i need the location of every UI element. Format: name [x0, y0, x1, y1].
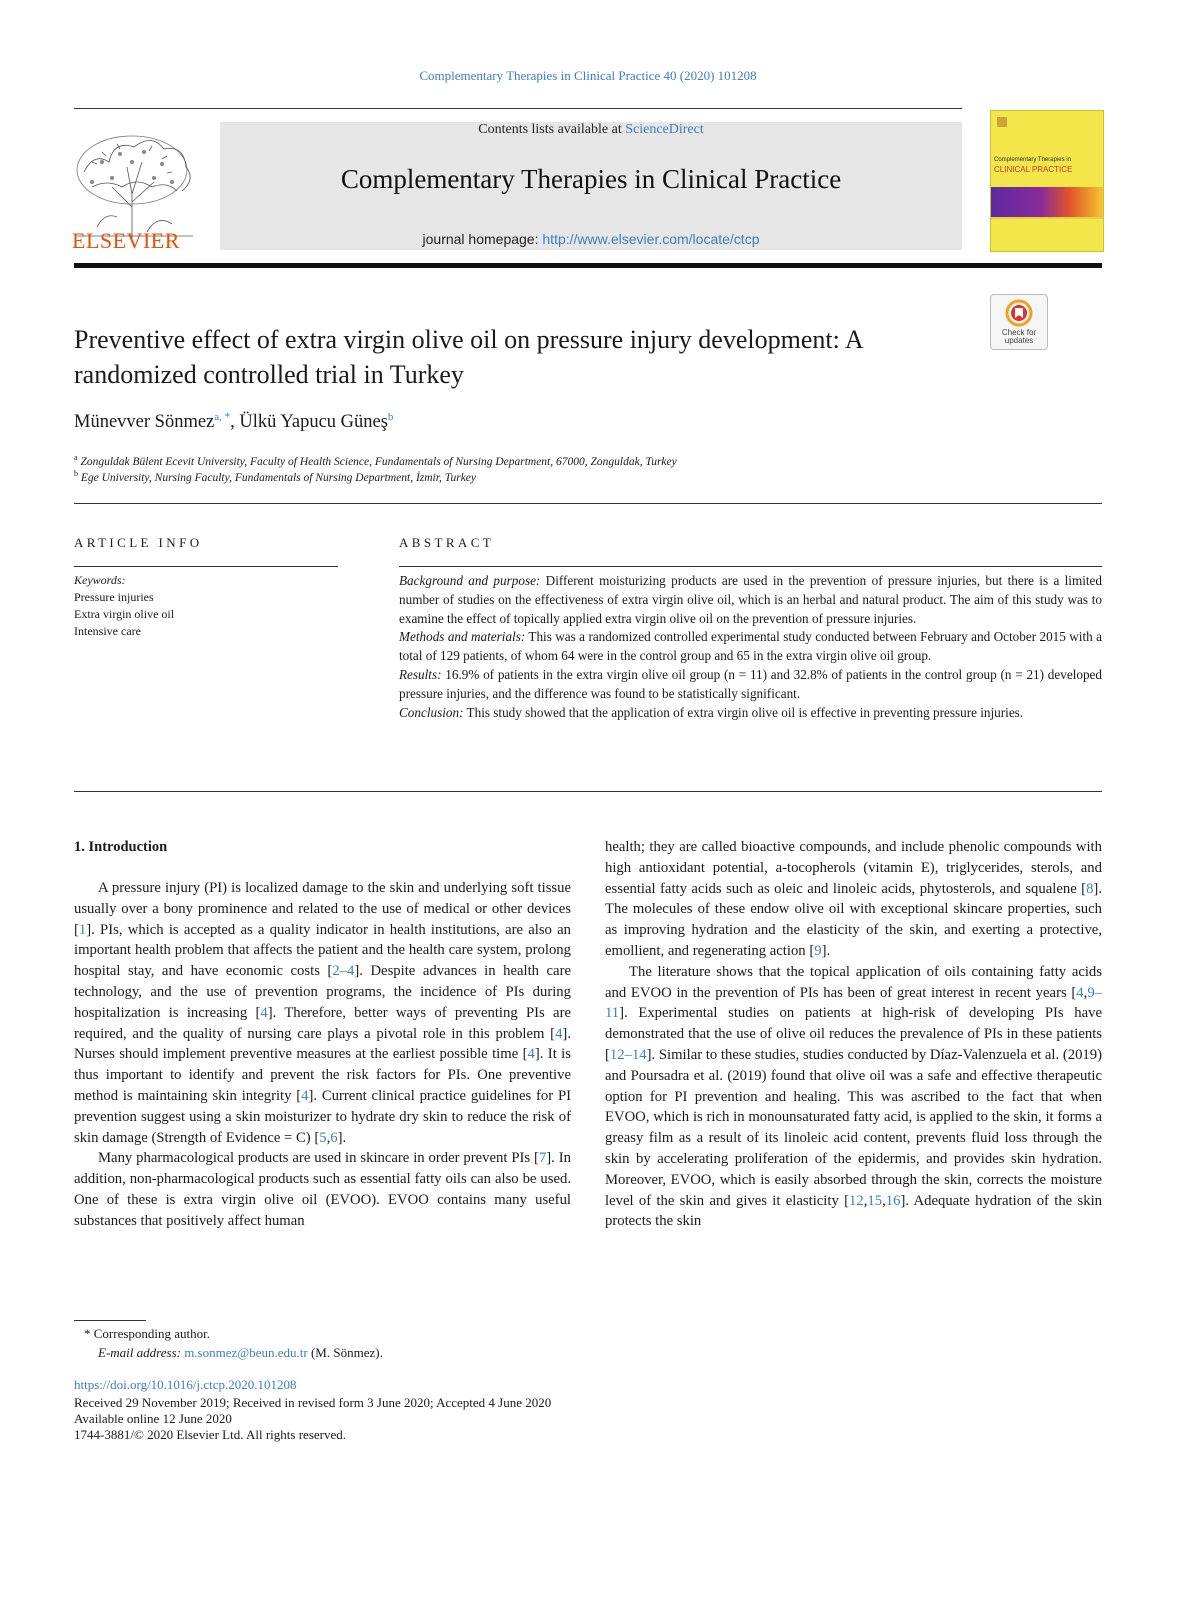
check-updates-icon	[1005, 299, 1033, 327]
abstract-methods	[399, 628, 1102, 666]
article-title	[74, 322, 974, 392]
check-updates-line1: Check for	[1001, 328, 1037, 337]
intro-paragraph-1	[74, 878, 571, 1148]
keywords-block	[74, 572, 338, 640]
check-updates-label	[991, 329, 1047, 345]
text-run: ]. Despite advances in health care technology, and the use of prevention programs, the incidence of PIs during hospitalization is increasing [	[74, 963, 571, 1021]
article-info-rule	[74, 566, 338, 567]
footnote-line-1	[84, 1324, 383, 1343]
keyword-item: Intensive care	[74, 624, 141, 638]
citation-link[interactable]: 8	[1086, 880, 1094, 897]
affiliation-b-text: Ege University, Nursing Faculty, Fundamentals of Nursing Department, İzmir, Turkey	[80, 471, 477, 484]
corresponding-author-footnote	[84, 1324, 383, 1362]
copyright-line: 1744-3881/© 2020 Elsevier Ltd. All rights reserved.	[74, 1427, 346, 1442]
homepage-link[interactable]: http://www.elsevier.com/locate/ctcp	[542, 231, 760, 247]
text-run: ]. PIs, which is accepted as a quality indicator in health institutions, are also an important health problem that affects the patient and the health care system, prolong hospital stay, and have economic costs [	[74, 921, 571, 980]
citation-link[interactable]: 16	[885, 1192, 901, 1209]
abstract-conclusion	[399, 704, 1102, 723]
sciencedirect-link[interactable]: ScienceDirect	[625, 122, 704, 137]
citation-link[interactable]: 5	[319, 1129, 327, 1146]
citation-link[interactable]: 4	[555, 1025, 563, 1042]
abstract-heading: ABSTRACT	[399, 535, 495, 550]
running-head[interactable]: Complementary Therapies in Clinical Practice 40 (2020) 101208	[419, 68, 757, 83]
text-run: ]. Similar to these studies, studies conducted by Díaz-Valenzuela et al. (2019) and Poursadra et al. (2019) found that olive oil was a safe and effective therapeutic option for PI prevention and healing. This was ascribed to the fact that when EVOO, which is rich in monounsaturated fatty acid, is applied to the skin, it forms a greasy film as a result of its linoleic acid content, prevents fluid loss through the skin by accelerating proliferation of the epidermis, and provides skin hydration. Moreover, EVOO, which is easily absorbed through the skin, corrects the moisture level of the skin and gives it elasticity [	[605, 1046, 1102, 1209]
article-title-line2: randomized controlled trial in Turkey	[74, 360, 464, 389]
affiliation-a-label: a	[74, 453, 78, 462]
check-updates-line2: updates	[1004, 336, 1034, 345]
intro-paragraph-2	[74, 1148, 571, 1231]
journal-cover[interactable]	[990, 110, 1104, 252]
citation-link[interactable]: 7	[538, 1150, 547, 1167]
abstract-rule	[399, 566, 1102, 567]
abstract-results	[399, 666, 1102, 704]
received-dates: Received 29 November 2019; Received in revised form 3 June 2020; Accepted 4 June 2020	[74, 1395, 552, 1410]
affiliation-b	[74, 469, 476, 484]
citation-link[interactable]: 6	[330, 1129, 338, 1146]
author-2[interactable]: Ülkü Yapucu Güneş	[239, 412, 388, 433]
text-run: ]. Adequate hydration of the skin protects the skin	[605, 1192, 1102, 1230]
intro-paragraph-3	[605, 962, 1102, 1232]
article-info-heading: ARTICLE INFO	[74, 535, 203, 550]
citation-link[interactable]: 4	[527, 1046, 535, 1063]
footnote-marker: *	[84, 1326, 91, 1341]
author-2-affil[interactable]: b	[387, 411, 394, 423]
text-run: Many pharmacological products are used in skincare in order prevent PIs [	[98, 1150, 539, 1167]
homepage-prefix: journal homepage:	[422, 231, 539, 247]
email-owner: (M. Sönmez).	[307, 1345, 383, 1360]
body-column-left	[74, 878, 571, 1232]
text-run: A pressure injury (PI) is localized damage to the skin and underlying soft tissue usually over a bony prominence and related to the use of medical or other devices [	[74, 880, 571, 938]
cover-title-small: Complementary Therapies in	[994, 157, 1071, 163]
abstract-methods-text: This was a randomized controlled experimental study conducted between February and October 2015 with a total of 129 patients, of whom 64 were in the control group and 65 in the extra virgin olive oil group.	[399, 629, 1102, 664]
citation-link[interactable]: 12–14	[609, 1046, 647, 1063]
footnote-rule	[74, 1320, 146, 1321]
article-title-line1: Preventive effect of extra virgin olive oil on pressure injury development: A	[74, 325, 864, 354]
contents-line	[220, 122, 962, 138]
email-label: E-mail address:	[98, 1345, 181, 1360]
text-run: health; they are called bioactive compounds, and include phenolic compounds with high antioxidant potential, a-tocopherols (vitamin E), triglycerides, sterols, and essential fatty acids such as oleic and linoleic acids, phytosterols, and squalene [	[605, 839, 1102, 897]
email-link[interactable]: m.sonmez@beun.edu.tr	[184, 1345, 308, 1360]
citation-link[interactable]: 9	[814, 942, 822, 959]
cover-artwork	[991, 111, 1103, 251]
text-run: ]. Experimental studies on patients at high-risk of developing PIs have demonstrated that the use of olive oil reduces the prevalence of PIs in these patients [	[605, 1005, 1102, 1063]
abstract-conclusion-label: Conclusion:	[399, 704, 464, 720]
author-1-affil[interactable]: a, *	[214, 411, 231, 423]
footnote-corresponding: Corresponding author.	[93, 1326, 211, 1341]
available-online: Available online 12 June 2020	[74, 1411, 232, 1426]
keyword-item: Pressure injuries	[74, 590, 154, 604]
author-separator: ,	[230, 412, 240, 433]
text-run: ,	[326, 1129, 331, 1146]
header-thick-rule	[74, 263, 1102, 268]
author-1[interactable]: Münevver Sönmez	[74, 412, 215, 433]
abstract-background-text: Different moisturizing products are used in the prevention of pressure injuries, but there is a limited number of studies on the effectiveness of extra virgin olive oil, which is an herbal and natural product. The aim of this study was to examine the effect of topically applied extra virgin olive oil on the prevention of pressure injuries.	[399, 573, 1102, 626]
section-heading-introduction: 1. Introduction	[74, 839, 168, 855]
citation-link[interactable]: 4	[260, 1004, 268, 1021]
text-run: ]. Current clinical practice guidelines for PI prevention suggest using a skin moisturizer to hydrate dry skin to reduce the risk of skin damage (Strength of Evidence = C) [	[74, 1087, 572, 1146]
footnote-line-2	[84, 1343, 383, 1362]
citation-link[interactable]: 12	[849, 1192, 864, 1209]
author-list	[74, 411, 393, 433]
body-column-right	[605, 837, 1102, 1232]
text-run: ]. Therefore, better ways of preventing PIs are required, and the quality of nursing care plays a pivotal role in this problem [	[74, 1004, 571, 1042]
contents-prefix: Contents lists available at	[478, 122, 622, 137]
top-rule	[74, 108, 962, 109]
doi-link[interactable]: https://doi.org/10.1016/j.ctcp.2020.101208	[74, 1377, 297, 1392]
text-run: ,	[882, 1192, 886, 1209]
affiliation-a	[74, 453, 677, 468]
check-for-updates-button[interactable]	[990, 294, 1048, 350]
citation-link[interactable]: 2–4	[332, 963, 355, 980]
citation-link[interactable]: 4	[1076, 984, 1084, 1001]
abstract-body	[399, 572, 1102, 722]
text-run: ]. The molecules of these endow olive oil with exceptional skincare properties, such as improving hydration and the elasticity of the skin, and exerting a protective, emollient, and regenerating action [	[605, 880, 1102, 959]
abstract-end-rule	[74, 791, 1102, 792]
text-run: ,	[1083, 984, 1088, 1001]
elsevier-wordmark: ELSEVIER	[72, 228, 180, 253]
abstract-background	[399, 572, 1102, 628]
abstract-background-label: Background and purpose:	[399, 573, 541, 588]
text-run: ]. It is thus important to identify and prevent the risk factors for PIs. One preventive method is maintaining skin integrity [	[74, 1046, 571, 1104]
affiliation-a-text: Zonguldak Bülent Ecevit University, Faculty of Health Science, Fundamentals of Nursing Department, 67000, Zonguldak, Turkey	[80, 455, 677, 468]
keywords-label: Keywords:	[74, 573, 126, 587]
citation-link[interactable]: 9–11	[605, 984, 1102, 1022]
abstract-results-text: 16.9% of patients in the extra virgin olive oil group (n = 11) and 32.8% of patients in the control group (n = 21) developed pressure injuries, and the difference was found to be statistically significant.	[399, 666, 1102, 701]
text-run: ].	[821, 942, 831, 959]
text-run: ].	[337, 1129, 347, 1146]
text-run: The literature shows that the topical application of oils containing fatty acids and EVOO in the prevention of PIs has been of great interest in recent years [	[605, 963, 1102, 1001]
citation-link[interactable]: 15	[867, 1192, 883, 1209]
text-run: ]. In addition, non-pharmacological products such as essential fatty oils can also be used. One of these is extra virgin olive oil (EVOO). EVOO contains many useful substances that positively affect human	[74, 1150, 571, 1229]
text-run: ,	[863, 1192, 868, 1209]
publication-info	[74, 1395, 551, 1443]
abstract-conclusion-text: This study showed that the application of extra virgin olive oil is effective in preventing pressure injuries.	[463, 704, 1024, 720]
citation-link[interactable]: 1	[78, 921, 87, 938]
cover-title-big: CLINICAL PRACTICE	[994, 165, 1073, 174]
journal-name: Complementary Therapies in Clinical Practice	[340, 164, 842, 194]
abstract-results-label: Results:	[399, 666, 442, 682]
intro-paragraph-2-continued	[605, 837, 1102, 962]
abstract-methods-label: Methods and materials:	[399, 629, 526, 645]
citation-link[interactable]: 4	[301, 1087, 309, 1104]
keyword-item: Extra virgin olive oil	[74, 607, 175, 621]
text-run: ]. Nurses should implement preventive measures at the earliest possible time [	[74, 1025, 571, 1063]
affiliation-b-label: b	[74, 469, 78, 478]
affiliation-rule	[74, 503, 1102, 504]
homepage-line	[220, 231, 962, 247]
